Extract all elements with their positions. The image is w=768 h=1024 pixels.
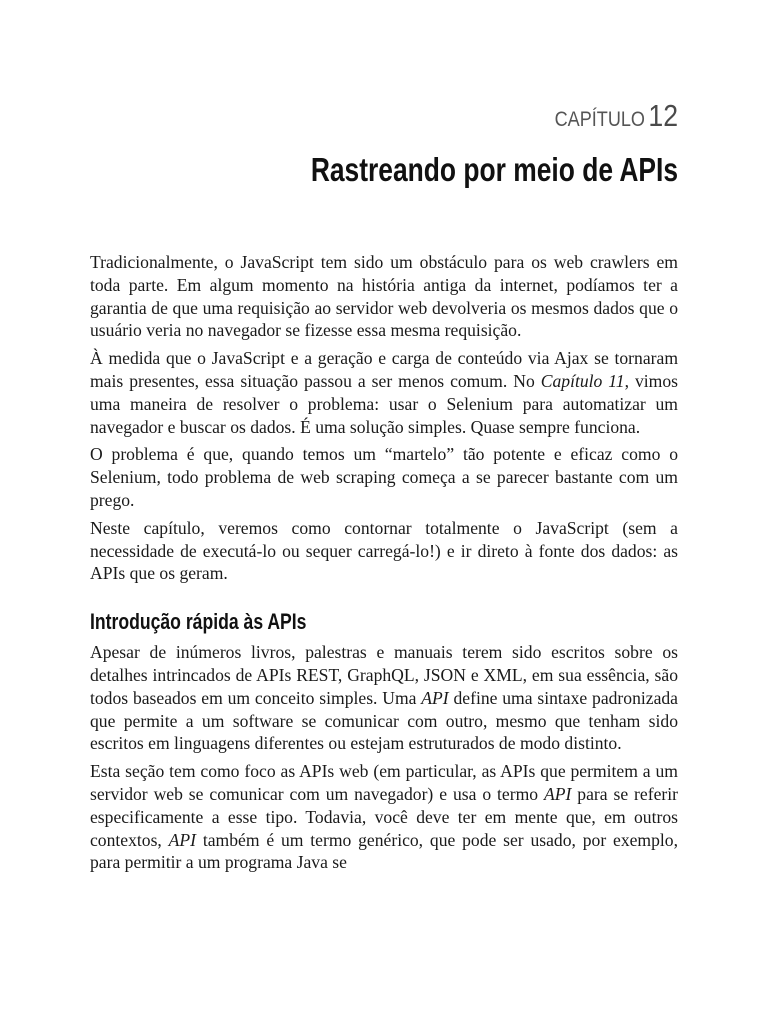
text-run: define uma sintaxe padronizada que permite a um software se comunicar com outro, mesmo que tenham sido escritos em linguagens diferentes ou estejam estruturados de modo distinto. — [90, 687, 678, 754]
paragraph — [90, 517, 678, 585]
italic-text: API — [168, 829, 197, 850]
chapter-label-text: CAPÍTULO — [554, 108, 645, 131]
italic-text: API — [544, 783, 572, 804]
text-run: Neste capítulo, veremos como contornar totalmente o JavaScript (sem a necessidade de executá-lo ou sequer carregá-lo!) e ir direto à fonte dos dados: as APIs que os geram. — [90, 517, 678, 584]
paragraph — [90, 443, 678, 511]
text-run: para se referir especificamente a esse tipo. Todavia, você deve ter em mente que, em outros contextos, — [90, 783, 678, 850]
intro-paragraphs — [90, 251, 678, 585]
text-run: Apesar de inúmeros livros, palestras e manuais terem sido escritos sobre os detalhes intrincados de APIs REST, GraphQL, JSON e XML, em sua essência, são todos baseados em um conceito simples. Uma — [90, 642, 678, 708]
paragraph — [90, 760, 678, 874]
section-paragraphs — [90, 641, 678, 874]
text-run: Tradicionalmente, o JavaScript tem sido um obstáculo para os web crawlers em toda parte. Em algum momento na história antiga da internet, podíamos ter a garantia de que uma requisição ao servidor web devolveria os mesmos dados que o usuário veria no navegador se fizesse essa mesma requisição. — [90, 252, 678, 341]
section-heading: Introdução rápida às APIs — [90, 609, 307, 635]
body-text — [90, 251, 678, 879]
paragraph — [90, 641, 678, 755]
chapter-number: 12 — [648, 98, 678, 133]
text-run: Esta seção tem como foco as APIs web (em particular, as APIs que permitem a um servidor web se comunicar com um navegador) e usa o termo — [90, 761, 678, 804]
paragraph — [90, 347, 678, 438]
italic-text: Capítulo 11 — [540, 370, 625, 391]
text-run: também é um termo genérico, que pode ser usado, por exemplo, para permitir a um programa Java se — [90, 829, 678, 873]
chapter-header — [219, 98, 678, 192]
italic-text: API — [421, 687, 449, 708]
chapter-label — [283, 98, 678, 138]
text-run: À medida que o JavaScript e a geração e carga de conteúdo via Ajax se tornaram mais presentes, essa situação passou a ser menos comum. No — [90, 348, 678, 391]
chapter-title: Rastreando por meio de APIs — [310, 151, 678, 188]
text-run: O problema é que, quando temos um “martelo” tão potente e eficaz como o Selenium, todo problema de web scraping começa a se parecer bastante com um prego. — [90, 444, 678, 510]
paragraph — [90, 251, 678, 342]
text-run: , vimos uma maneira de resolver o problema: usar o Selenium para automatizar um navegador e buscar os dados. É uma solução simples. Quase sempre funciona. — [90, 370, 679, 437]
